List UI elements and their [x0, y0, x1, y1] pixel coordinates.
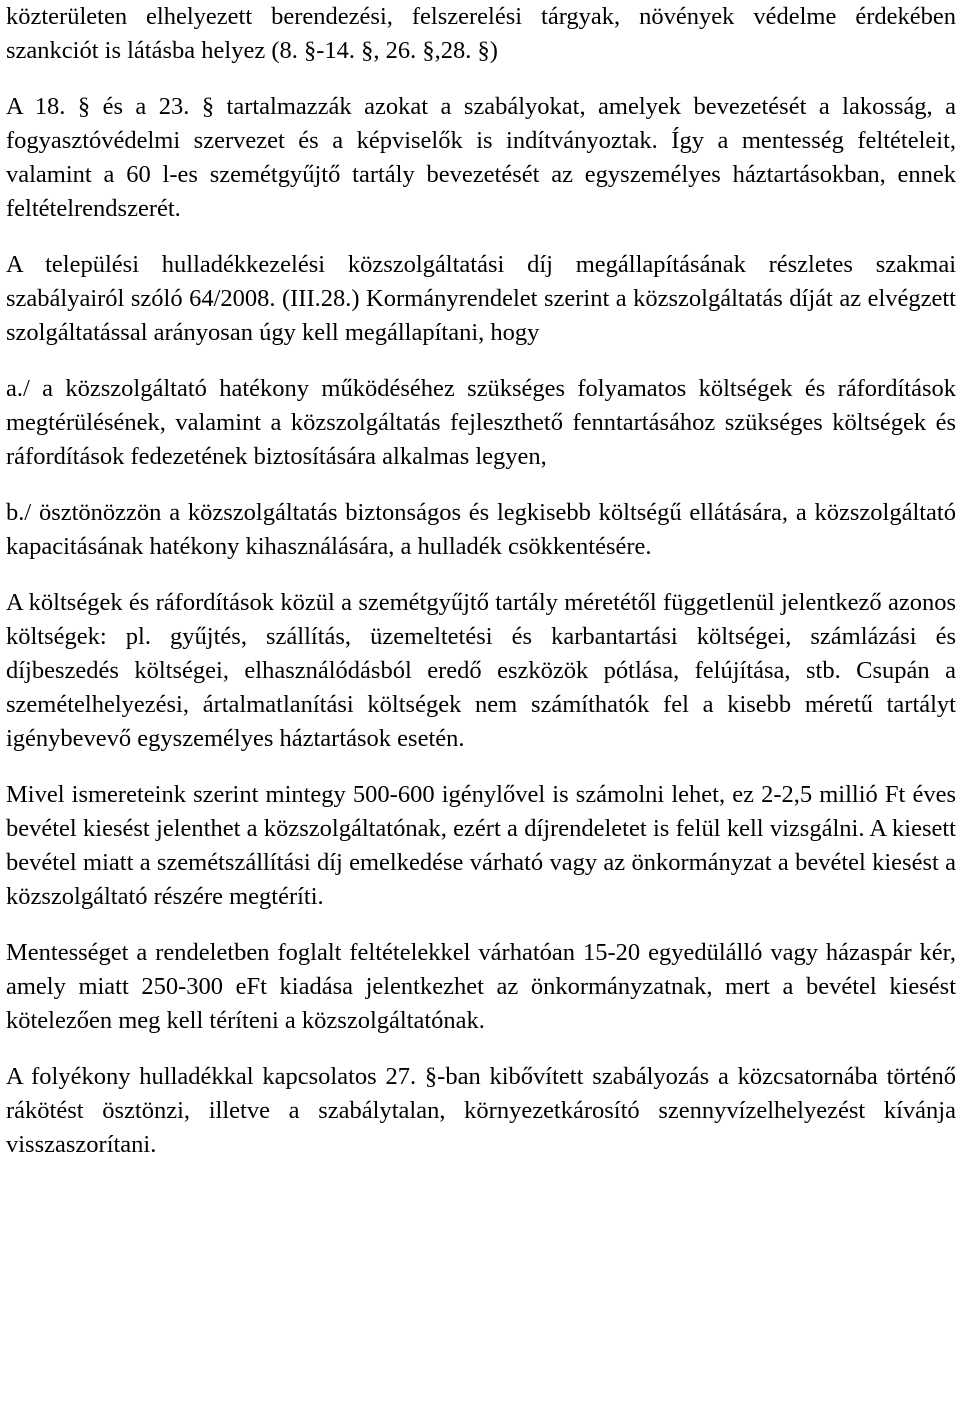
paragraph-revenue-loss: Mivel ismereteink szerint mintegy 500-600 igénylővel is számolni lehet, ez 2-2,5 millió Ft éves bevétel kiesést jelenthet a közszolgáltatónak, ezért a díjrendeletet is felül kell vizsgálni. A kiesett bevétel miatt a szemétszállítási díj emelkedése várható vagy az önkormányzat a bevétel kiesést a közszolgáltató részére megtéríti. — [6, 781, 956, 910]
paragraph-fixed-costs: A költségek és ráfordítások közül a szemétgyűjtő tartály méretétől függetlenül jelentkező azonos költségek: pl. gyűjtés, szállítás, üzemeltetési és karbantartási költségei, számlázási és díjbeszedés költségei, elhasználódásból eredő eszközök pótlása, felújítása, stb. Csupán a szemételhelyezési, ártalmatlanítási költségek nem számíthatók fel a kisebb méretű tartályt igénybevevő egyszemélyes háztartások esetén. — [6, 589, 956, 752]
paragraph-exemption-estimate: Mentességet a rendeletben foglalt feltételekkel várhatóan 15-20 egyedülálló vagy házaspár kér, amely miatt 250-300 eFt kiadása jelentkezhet az önkormányzatnak, mert a bevétel kiesést kötelezően meg kell téríteni a közszolgáltatónak. — [6, 939, 956, 1034]
paragraph-point-b: b./ ösztönözzön a közszolgáltatás biztonságos és legkisebb költségű ellátására, a közszolgáltató kapacitásának hatékony kihasználására, a hulladék csökkentésére. — [6, 499, 956, 560]
paragraph-exemption-rules: A 18. § és a 23. § tartalmazzák azokat a szabályokat, amelyek bevezetését a lakosság, a fogyasztóvédelmi szervezet és a képviselők is indítványoztak. Így a mentesség feltételeit, valamint a 60 l-es szemétgyűjtő tartály bevezetését az egyszemélyes háztartásokban, ennek feltételrendszerét. — [6, 93, 956, 222]
paragraph-liquid-waste: A folyékony hulladékkal kapcsolatos 27. §-ban kibővített szabályozás a közcsatornába történő rákötést ösztönzi, illetve a szabálytalan, környezetkárosító szennyvízelhelyezést kívánja visszaszorítani. — [6, 1063, 956, 1158]
paragraph-government-decree: A települési hulladékkezelési közszolgáltatási díj megállapításának részletes szakmai szabályairól szóló 64/2008. (III.28.) Kormányrendelet szerint a közszolgáltatás díját az elvégzett szolgáltatással arányosan úgy kell megállapítani, hogy — [6, 251, 956, 346]
paragraph-point-a: a./ a közszolgáltató hatékony működéséhez szükséges folyamatos költségek és ráfordítások megtérülésének, valamint a közszolgáltatás fejleszthető fenntartásához szükséges költségek és ráfordítások fedezetének biztosítására alkalmas legyen, — [6, 375, 956, 470]
paragraph-protection-sanctions: közterületen elhelyezett berendezési, felszerelési tárgyak, növények védelme érdekében szankciót is látásba helyez (8. §-14. §, 26. §,28. §) — [6, 3, 956, 64]
document-page — [6, 0, 956, 1162]
